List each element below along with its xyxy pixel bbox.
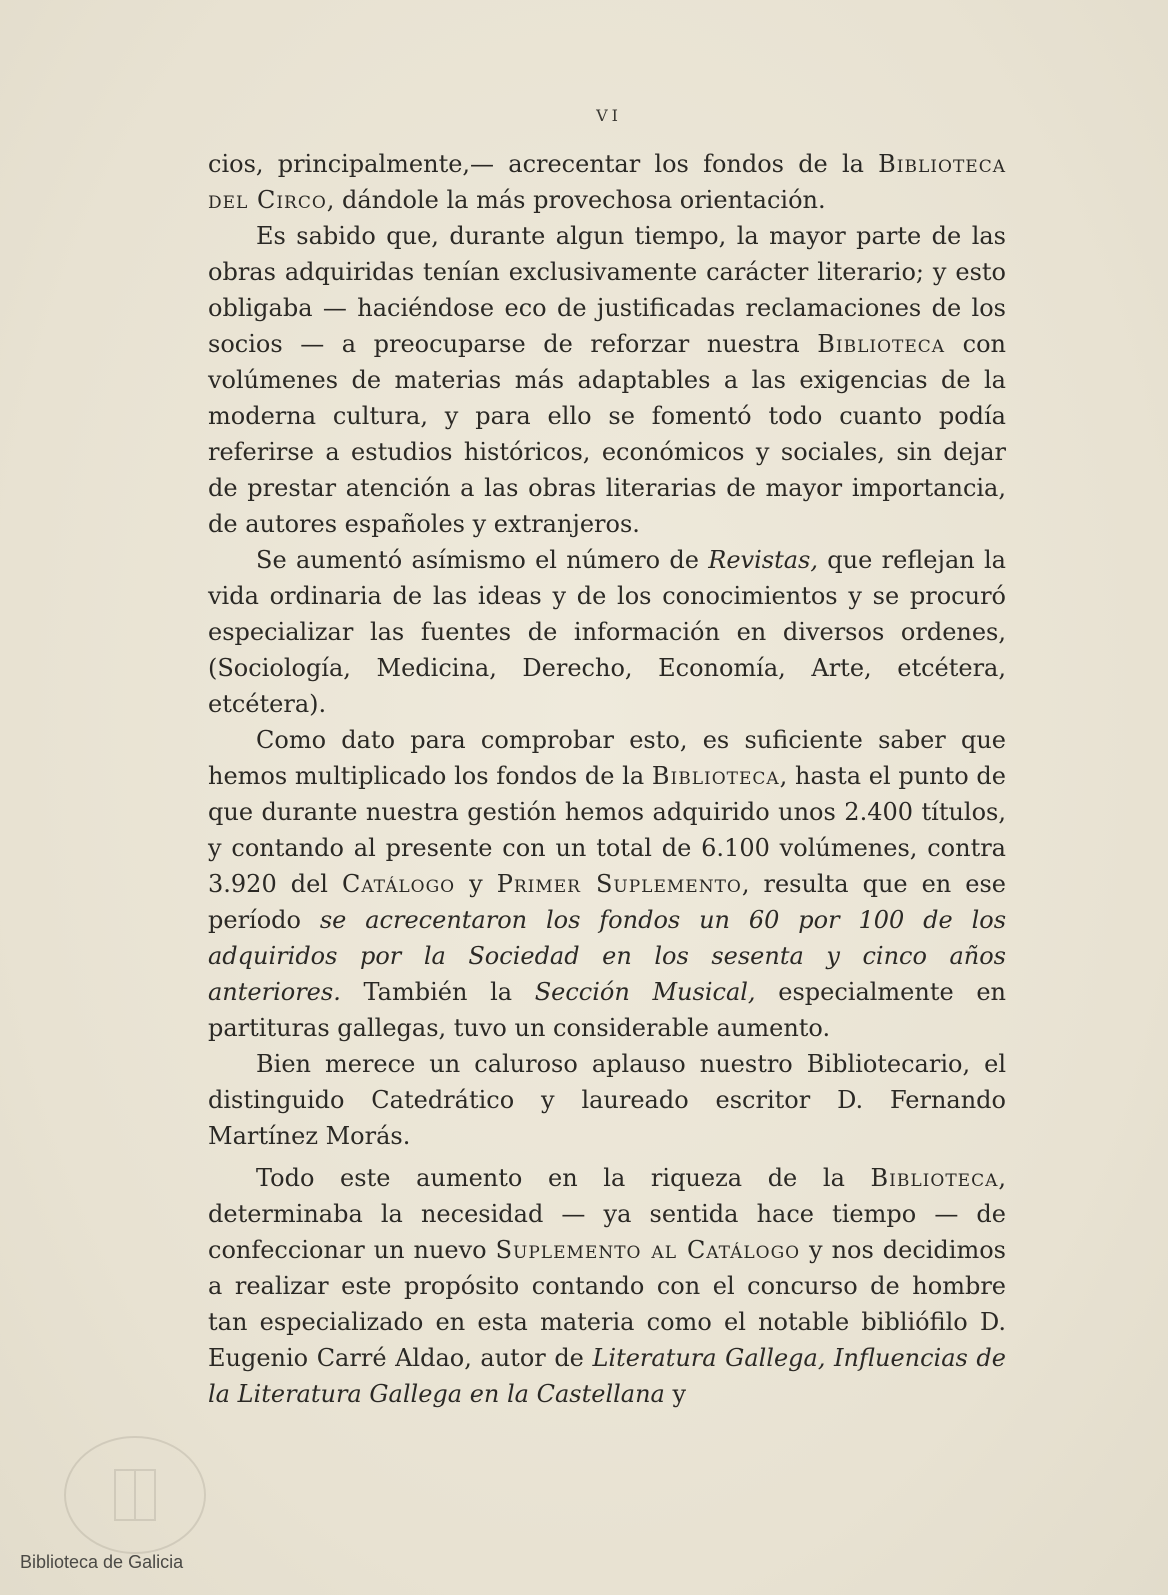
small-caps-text: Catálogo	[341, 870, 456, 898]
italic-text: Sección Musical,	[534, 978, 756, 1006]
page-number: VI	[596, 106, 622, 125]
text-run: , resulta que en ese período	[208, 870, 1006, 934]
small-caps-text: Biblioteca	[651, 762, 780, 790]
paragraph	[208, 1046, 1006, 1154]
small-caps-text: Suplemento al Catálogo	[495, 1236, 801, 1264]
text-run: y	[664, 1380, 687, 1408]
small-caps-text: Biblioteca	[870, 1164, 999, 1192]
text-run: y	[455, 870, 497, 898]
text-run: que reflejan la vida ordinaria de las ideas y de los conocimientos y se procuró especializar las fuentes de información en diversos ordenes, (Sociología, Medicina, Derecho, Economía, Arte, etcétera, etcétera).	[208, 546, 1006, 718]
text-run: , hasta el punto de que durante nuestra gestión hemos adquirido unos 2.400 títulos, y contando al presente con un total de 6.100 volúmenes, contra 3.920 del	[208, 762, 1006, 898]
paragraph	[208, 218, 1006, 542]
paragraph	[208, 542, 1006, 722]
text-run: Todo este aumento en la riqueza de la	[256, 1164, 871, 1192]
text-run: y nos decidimos a realizar este propósito contando con el concurso de hombre tan especializado en esta materia como el notable bibliófilo D. Eugenio Carré Aldao, autor de	[208, 1236, 1006, 1372]
small-caps-text: Primer Suplemento	[496, 870, 742, 898]
italic-text: se acrecentaron los fondos un 60 por 100 de los adquiridos por la Sociedad en los sesenta y cinco años anteriores.	[208, 906, 1007, 1006]
paragraph	[208, 722, 1006, 1046]
italic-text: Revistas,	[708, 546, 818, 574]
library-stamp-watermark	[40, 1415, 210, 1555]
paragraph	[208, 146, 1006, 218]
text-run: También la	[340, 978, 535, 1006]
small-caps-text: Biblioteca	[817, 330, 946, 358]
text-run: especialmente en partituras gallegas, tuvo un considerable aumento.	[208, 978, 1007, 1042]
text-run: , dándole la más provechosa orientación.	[326, 186, 826, 214]
small-caps-text: Biblioteca del Circo	[208, 150, 1006, 214]
text-run: Es sabido que, durante algun tiempo, la mayor parte de las obras adquiridas tenían exclusivamente carácter literario; y esto obligaba — haciéndose eco de justificadas reclamaciones de los socios — a preocuparse de reforzar nuestra	[208, 222, 1006, 358]
text-run: Se aumentó asímismo el número de	[256, 546, 709, 574]
text-run: cios, principalmente,— acrecentar los fondos de la	[208, 150, 879, 178]
italic-text: Literatura Gallega, Influencias de la Literatura Gallega en la Castellana	[208, 1344, 1006, 1408]
text-run: , determinaba la necesidad — ya sentida hace tiempo — de confeccionar un nuevo	[208, 1164, 1006, 1264]
text-run: Como dato para comprobar esto, es suficiente saber que hemos multiplicado los fondos de la	[208, 726, 1006, 790]
library-watermark-label: Biblioteca de Galicia	[20, 1552, 184, 1572]
body-text	[208, 146, 1006, 1412]
text-run: con volúmenes de materias más adaptables a las exigencias de la moderna cultura, y para ello se fomentó todo cuanto podía referirse a estudios históricos, económicos y sociales, sin dejar de prestar atención a las obras literarias de mayor importancia, de autores españoles y extranjeros.	[208, 330, 1006, 538]
text-run: Bien merece un caluroso aplauso nuestro Bibliotecario, el distinguido Catedrático y laureado escritor D. Fernando Martínez Morás.	[208, 1050, 1006, 1150]
paragraph	[208, 1160, 1006, 1412]
